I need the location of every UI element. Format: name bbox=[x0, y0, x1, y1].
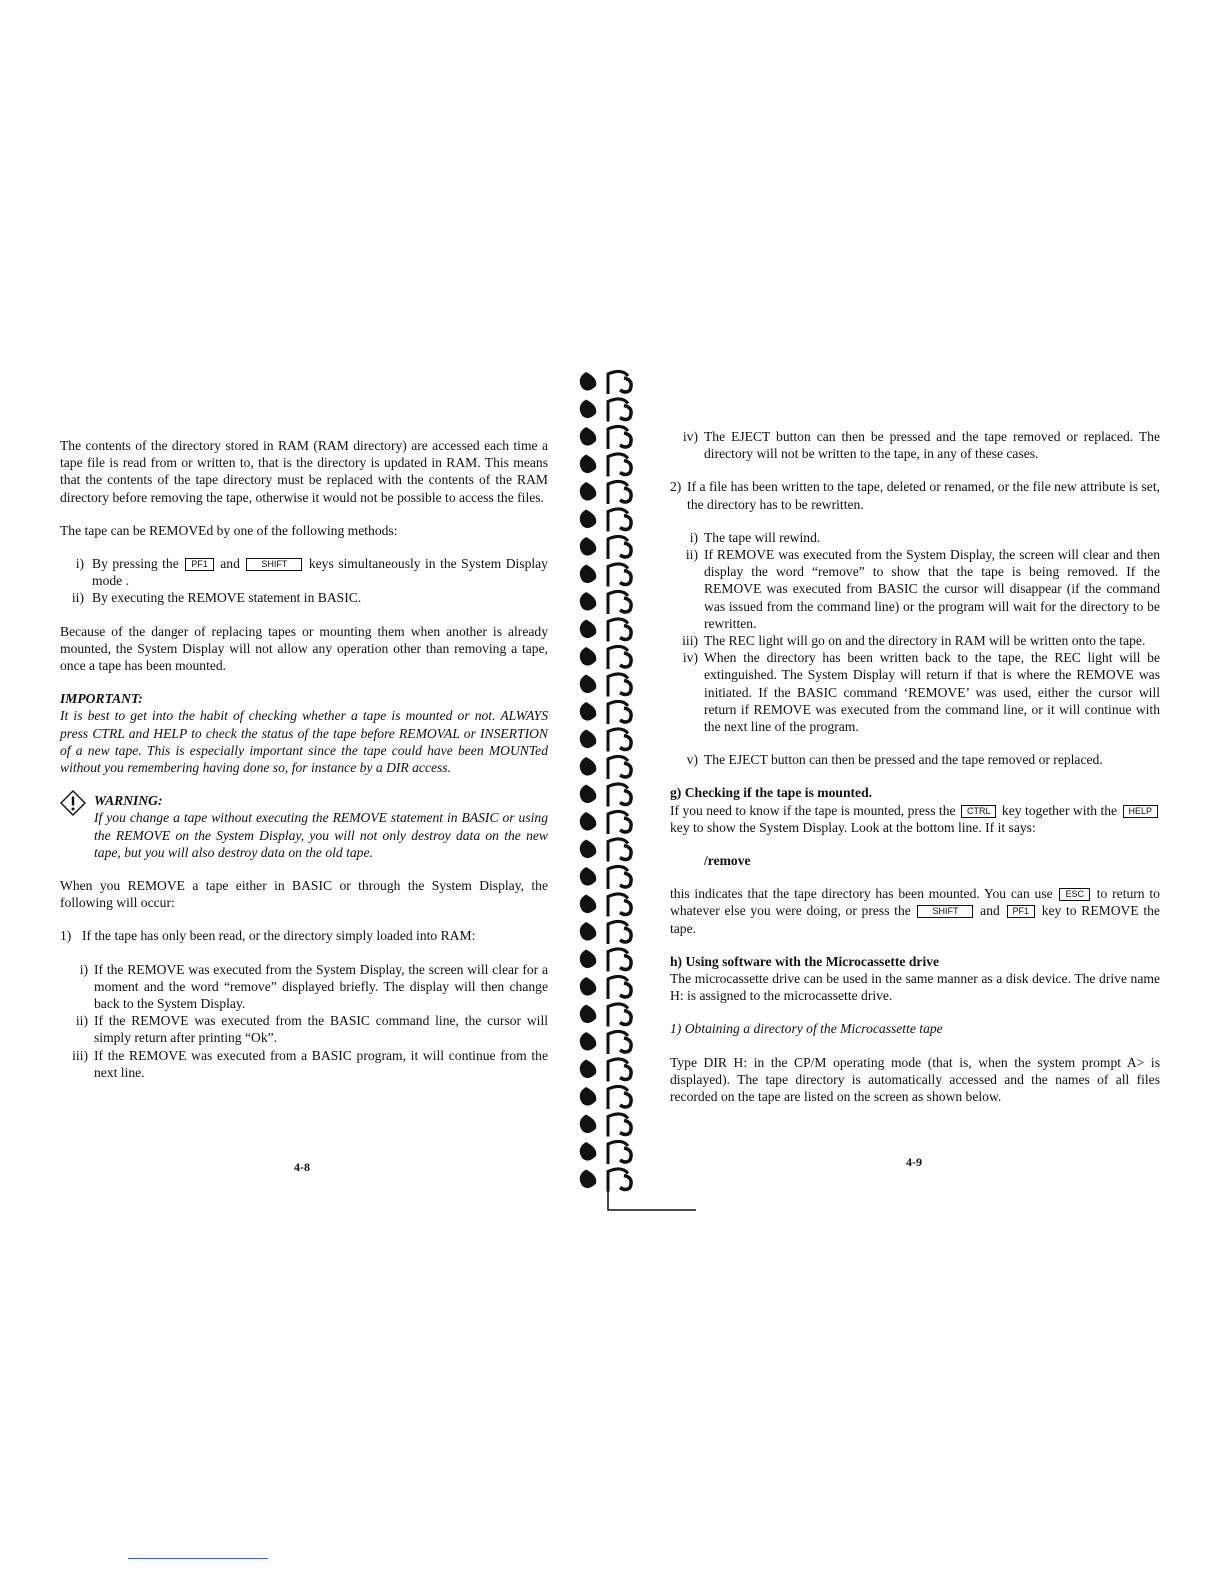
list-number: ii) bbox=[75, 1013, 88, 1029]
list-item bbox=[60, 555, 548, 589]
spiral-loop bbox=[580, 839, 631, 862]
list-number: iv) bbox=[682, 429, 698, 444]
list-item bbox=[670, 751, 1160, 768]
list-item bbox=[60, 589, 548, 606]
left-page bbox=[60, 437, 548, 1081]
spiral-loop bbox=[580, 1114, 631, 1137]
important-text: It is best to get into the habit of checking whether a tape is mounted or not. ALWAYS press CTRL and HELP to check the status of the tape before REMOVAL or INSERTION of a new tape. This is especially important since the tape could have been MOUNTed without you remembering having done so, for instance by a DIR access. bbox=[60, 708, 548, 776]
list-number: iii) bbox=[72, 1047, 88, 1063]
list-number: 1) bbox=[60, 928, 72, 944]
text-fragment: and bbox=[980, 903, 1000, 919]
text-fragment: this indicates that the tape directory has been mounted. You can use bbox=[670, 886, 1053, 902]
text-fragment: If you need to know if the tape is mounted, press the bbox=[670, 802, 956, 818]
spiral-loop bbox=[580, 784, 631, 807]
spiral-loop bbox=[580, 894, 631, 917]
directory-intro-paragraph: The contents of the directory stored in RAM (RAM directory) are accessed each time a tape file is read from or written to, that is the directory is updated in RAM. This means that the contents of the tape directory must be replaced with the contents of the RAM directory before removing the tape, otherwise it would not be possible to access the files. bbox=[60, 438, 548, 505]
list-text: The EJECT button can then be pressed and the tape removed or replaced. bbox=[704, 752, 1103, 768]
list-item bbox=[60, 1047, 548, 1081]
list-text: If REMOVE was executed from the System Display, the screen will clear and then display the word “remove” to show that the tape is being removed. If the REMOVE was executed from BASIC the cursor will disappear (if the command was issued from the command line) or the program will wait for the directory to be rewritten. bbox=[704, 547, 1160, 631]
spiral-loop bbox=[580, 564, 631, 587]
spiral-loop bbox=[580, 591, 631, 614]
warning-heading: WARNING: bbox=[94, 793, 163, 809]
pf1-key-glyph: PF1 bbox=[1007, 905, 1036, 918]
spiral-loop bbox=[580, 646, 631, 669]
text-fragment: key to show the System Display. Look at the bottom line. If it says: bbox=[670, 819, 1036, 835]
subsection-heading: 1) Obtaining a directory of the Microcassette tape bbox=[670, 1021, 943, 1037]
spiral-loop bbox=[580, 701, 631, 724]
list-text: The EJECT button can then be pressed and the tape removed or replaced. The directory will not be written to the tape, in any of these cases. bbox=[704, 429, 1160, 462]
remove-methods-list bbox=[60, 555, 548, 607]
list-item bbox=[670, 546, 1160, 632]
text-fragment: and bbox=[220, 556, 240, 572]
spiral-loop bbox=[580, 1059, 631, 1082]
list-number: ii) bbox=[71, 590, 84, 606]
pf1-key-glyph: PF1 bbox=[185, 558, 214, 571]
list-text: If the REMOVE was executed from the System Display, the screen will clear for a moment and the word “remove” displayed briefly. The display will then change back to the System Display. bbox=[94, 961, 548, 1012]
read-only-remove-list bbox=[60, 961, 548, 1081]
important-heading: IMPORTANT: bbox=[60, 691, 143, 707]
list-text: If the REMOVE was executed from a BASIC program, it will continue from the next line. bbox=[94, 1047, 548, 1080]
eject-list bbox=[670, 428, 1160, 462]
right-page bbox=[670, 428, 1160, 1105]
spiral-loop bbox=[580, 949, 631, 972]
page-number-right: 4-9 bbox=[906, 1155, 922, 1169]
list-text: If the REMOVE was executed from the BASIC command line, the cursor will simply return after printing “Ok”. bbox=[94, 1013, 548, 1046]
text-fragment: key together with the bbox=[1001, 802, 1118, 818]
remove-code-line: /remove bbox=[704, 853, 751, 869]
esc-key-glyph: ESC bbox=[1059, 888, 1090, 901]
list-item bbox=[670, 529, 1160, 546]
section-g-heading: g) Checking if the tape is mounted. bbox=[670, 785, 873, 801]
section-g-text bbox=[670, 802, 1160, 836]
shift-key-glyph: SHIFT bbox=[246, 558, 302, 571]
list-text: If the tape has only been read, or the directory simply loaded into RAM: bbox=[82, 928, 476, 944]
spiral-loop bbox=[580, 866, 631, 889]
spiral-loop bbox=[580, 1086, 631, 1109]
section-h-heading: h) Using software with the Microcassette drive bbox=[670, 953, 940, 969]
warning-block bbox=[60, 792, 548, 861]
rewrite-list bbox=[670, 529, 1160, 735]
spiral-loop bbox=[580, 536, 631, 559]
remove-methods-intro: The tape can be REMOVEd by one of the following methods: bbox=[60, 522, 398, 538]
spiral-loop bbox=[580, 509, 631, 532]
dir-paragraph: Type DIR H: in the CP/M operating mode (that is, when the system prompt A> is displayed). The tape directory is automatically accessed and the names of all files recorded on the tape are listed on the screen as shown below. bbox=[670, 1054, 1160, 1105]
list-item bbox=[60, 961, 548, 1013]
list-item bbox=[670, 428, 1160, 462]
spiral-loop bbox=[580, 1141, 631, 1164]
ctrl-key-glyph: CTRL bbox=[961, 805, 997, 818]
spiral-loop bbox=[580, 674, 631, 697]
list-text: The tape will rewind. bbox=[704, 529, 821, 545]
list-number: ii) bbox=[685, 547, 698, 563]
list-item bbox=[670, 478, 1160, 512]
section-h-text: The microcassette drive can be used in the same manner as a disk device. The drive name H: is assigned to the microcassette drive. bbox=[670, 971, 1160, 1004]
remove-occur-paragraph: When you REMOVE a tape either in BASIC or through the System Display, the following will occur: bbox=[60, 878, 548, 911]
list-item bbox=[60, 927, 548, 944]
list-number: 2) bbox=[670, 479, 682, 495]
spiral-loop bbox=[580, 976, 631, 999]
help-key-glyph: HELP bbox=[1123, 805, 1159, 818]
spiral-loop bbox=[580, 481, 631, 504]
text-fragment: key to REMOVE the tape. bbox=[670, 903, 1160, 936]
list-text: If a file has been written to the tape, deleted or renamed, or the file new attribute is set, the directory has to be rewritten. bbox=[687, 479, 1160, 512]
list-number: iv) bbox=[682, 650, 698, 666]
list-item bbox=[670, 649, 1160, 735]
spiral-loop bbox=[580, 1031, 631, 1054]
list-number: i) bbox=[79, 961, 88, 977]
spiral-loop bbox=[580, 729, 631, 752]
text-fragment: to return to whatever else you were doing, or press the bbox=[670, 886, 1160, 919]
list-text: By executing the REMOVE statement in BASIC. bbox=[92, 590, 362, 606]
list-item bbox=[670, 632, 1160, 649]
list-text: When the directory has been written back to the tape, the REC light will be extinguished. The System Display will return if that is where the REMOVE was initiated. If the BASIC command ‘REMOVE’ was used, either the cursor will return if REMOVE was executed from the command line, or it will continue with the next line of the program. bbox=[704, 650, 1160, 735]
warning-text: If you change a tape without executing the REMOVE statement in BASIC or using the REMOVE on the System Display, you will not only destroy data on the new tape, but you will also destroy data on the old tape. bbox=[94, 810, 548, 860]
text-fragment: By pressing the bbox=[92, 556, 179, 572]
spiral-loop bbox=[580, 811, 631, 834]
spiral-loop bbox=[580, 756, 631, 779]
page-number-left: 4-8 bbox=[294, 1160, 310, 1174]
spiral-loop bbox=[580, 1169, 631, 1192]
esc-paragraph bbox=[670, 885, 1160, 937]
text-fragment: keys simultaneously in the System Display mode . bbox=[92, 556, 548, 589]
spiral-loop bbox=[580, 619, 631, 642]
spiral-loop bbox=[580, 1004, 631, 1027]
list-number: iii) bbox=[682, 633, 698, 649]
warning-icon bbox=[60, 790, 86, 816]
spiral-loop bbox=[580, 371, 631, 394]
list-number: v) bbox=[686, 752, 698, 768]
spiral-loop bbox=[580, 399, 631, 422]
bottom-rule bbox=[128, 1558, 268, 1559]
eject-list-2 bbox=[670, 751, 1160, 768]
list-item bbox=[60, 1012, 548, 1046]
binding-base-line bbox=[608, 1172, 696, 1210]
list-text bbox=[92, 555, 548, 589]
danger-paragraph: Because of the danger of replacing tapes or mounting them when another is already mounted, the System Display will not allow any operation other than removing a tape, once a tape has been mounted. bbox=[60, 623, 548, 674]
spiral-loop bbox=[580, 426, 631, 449]
spiral-loop bbox=[580, 454, 631, 477]
shift-key-glyph: SHIFT bbox=[917, 905, 973, 918]
spiral-loop bbox=[580, 921, 631, 944]
list-number: i) bbox=[75, 556, 84, 572]
list-number: i) bbox=[689, 529, 698, 545]
list-text: The REC light will go on and the directory in RAM will be written onto the tape. bbox=[704, 633, 1146, 649]
